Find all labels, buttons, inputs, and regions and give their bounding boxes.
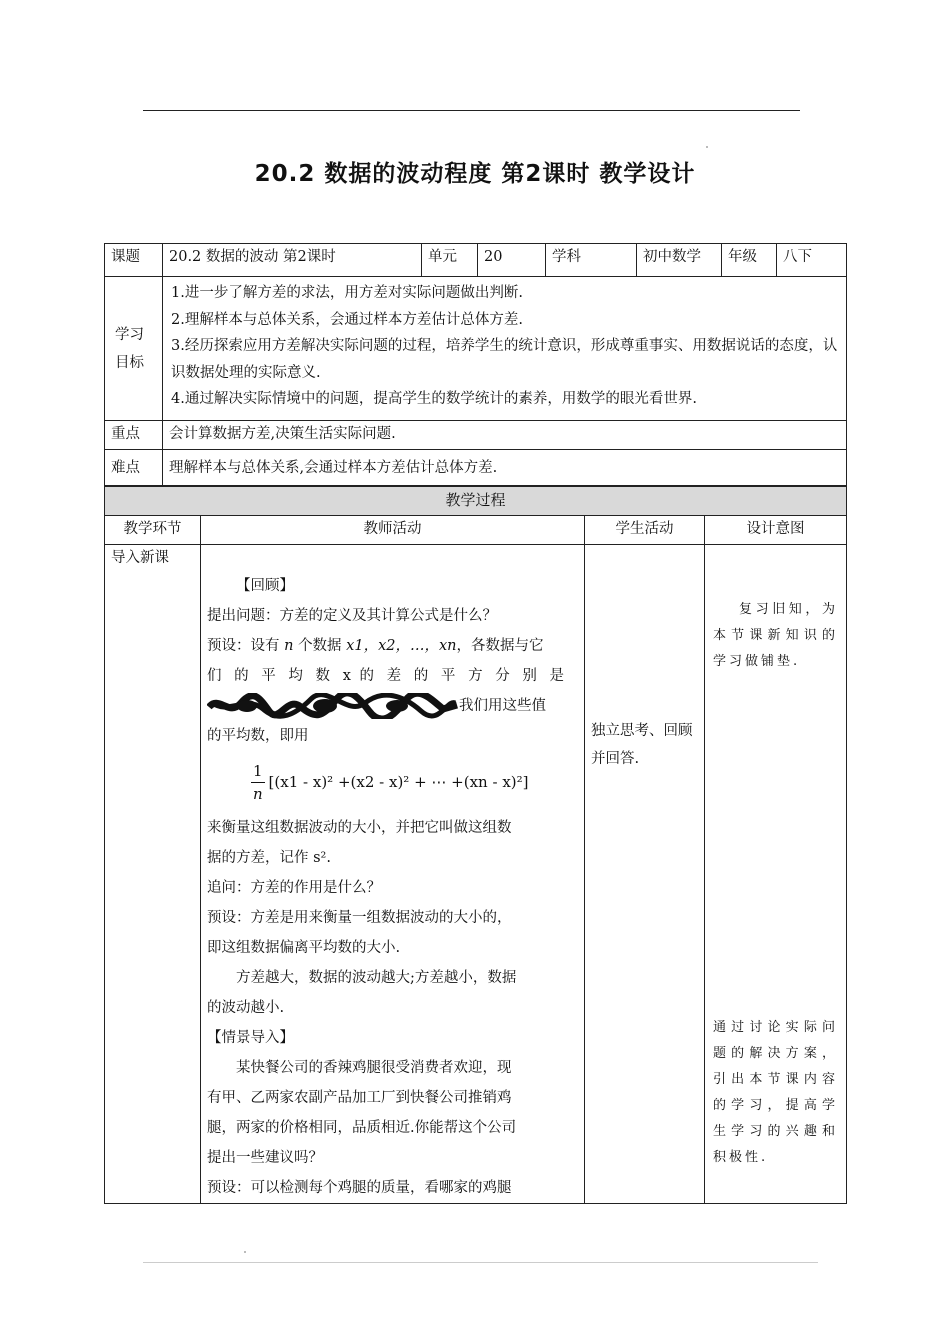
formula-fraction [251,760,265,805]
speck [244,1251,246,1253]
label-goals [105,277,163,421]
data-variables: x1，x2，…，xn [346,638,457,654]
teacher-activity-cell [201,545,585,1204]
student-activity-cell [585,545,705,1204]
followup-question: 追问：方差的作用是什么？ [207,880,381,896]
grade-value: 八下 [777,244,847,277]
review-answer-line2: 们 的 平 均 数 x 的 差 的 平 方 分 别 是 [207,668,564,684]
review-answer-line1 [207,631,564,661]
design-intent-cell [705,545,847,1204]
speck [706,146,708,148]
review-answer-line4: 的平均数，即用 [207,728,309,744]
formula-body: [(x1 - x)² +(x2 - x)² + ⋯ +(xn - x)²] [268,773,529,791]
answer-mid: 个数据 [298,638,342,654]
header-teacher: 教师活动 [201,516,585,545]
stage-cell: 导入新课 [105,545,201,1204]
answer-prefix: 预设：设有 [207,638,280,654]
var-n: n [284,638,294,654]
answer-suffix: ，各数据与它 [456,638,544,654]
topic-value: 20.2 数据的波动 第2课时 [163,244,422,277]
review-heading: 【回顾】 [236,578,294,594]
footer-rule [143,1262,818,1263]
after-formula-line1: 来衡量这组数据波动的大小，并把它叫做这组数 [207,820,512,836]
header-design: 设计意图 [705,516,847,545]
followup-answer-line3: 方差越大，数据的波动越大;方差越小，数据 [236,970,517,986]
header-stage: 教学环节 [105,516,201,545]
unit-value: 20 [478,244,546,277]
goals-cell [163,277,847,421]
header-student: 学生活动 [585,516,705,545]
followup-answer-line4: 的波动越小. [207,1000,285,1016]
label-topic: 课题 [105,244,163,277]
followup-answer-line1: 预设：方差是用来衡量一组数据波动的大小的， [207,910,512,926]
teaching-process-table [104,486,847,1204]
scene-line1: 某快餐公司的香辣鸡腿很受消费者欢迎，现 [236,1060,512,1076]
fraction-denominator: n [252,784,263,803]
label-key: 重点 [105,421,163,450]
scene-line3: 腿，两家的价格相同，品质相近.你能帮这个公司 [207,1120,517,1136]
fraction-numerator: 1 [251,760,265,783]
key-value: 会计算数据方差,决策生活实际问题. [163,421,847,450]
lesson-info-table [104,243,847,486]
goal-2: 2.理解样本与总体关系，会通过样本方差估计总体方差. [171,311,523,328]
label-goals-text: 学习目标 [115,326,144,371]
scene-line2: 有甲、乙两家农副产品加工厂到快餐公司推销鸡 [207,1090,512,1106]
scene-heading: 【情景导入】 [207,1030,294,1046]
label-grade: 年级 [722,244,777,277]
scene-line4: 提出一些建议吗？ [207,1150,323,1166]
goal-4: 4.通过解决实际情境中的问题，提高学生的数学统计的素养，用数学的眼光看世界. [171,391,697,407]
review-answer-line3 [207,691,564,721]
followup-answer-line2: 即这组数据偏离平均数的大小. [207,940,401,956]
label-unit: 单元 [422,244,478,277]
header-rule [143,110,800,111]
answer-line3-suffix: 我们用这些值 [459,698,546,714]
label-difficulty: 难点 [105,450,163,486]
label-subject: 学科 [546,244,637,277]
student-activity-text: 独立思考、回顾并回答. [591,723,693,767]
design-intent-scene: 通过讨论实际问题的解决方案，引出本节课内容的学习，提高学生学习的兴趣和积极性. [713,1020,839,1165]
goal-1: 1.进一步了解方差的求法，用方差对实际问题做出判断. [171,285,523,301]
review-question: 提出问题：方差的定义及其计算公式是什么？ [207,608,497,624]
after-formula-line2: 据的方差，记作 s². [207,850,331,866]
section-title: 教学过程 [105,487,847,516]
difficulty-value: 理解样本与总体关系,会通过样本方差估计总体方差. [163,450,847,486]
variance-formula [207,751,564,813]
garbled-formula-image [207,693,459,719]
document-title: 20.2 数据的波动程度 第2课时 教学设计 [254,161,696,187]
subject-value: 初中数学 [637,244,722,277]
design-intent-review: 复习旧知，为本节课新知识的学习做铺垫. [713,602,839,669]
scene-line5: 预设：可以检测每个鸡腿的质量，看哪家的鸡腿 [207,1180,512,1196]
goal-3: 3.经历探索应用方差解决实际问题的过程，培养学生的统计意识，形成尊重事实、用数据说话的态度，认识数据处理的实际意义. [171,338,838,381]
